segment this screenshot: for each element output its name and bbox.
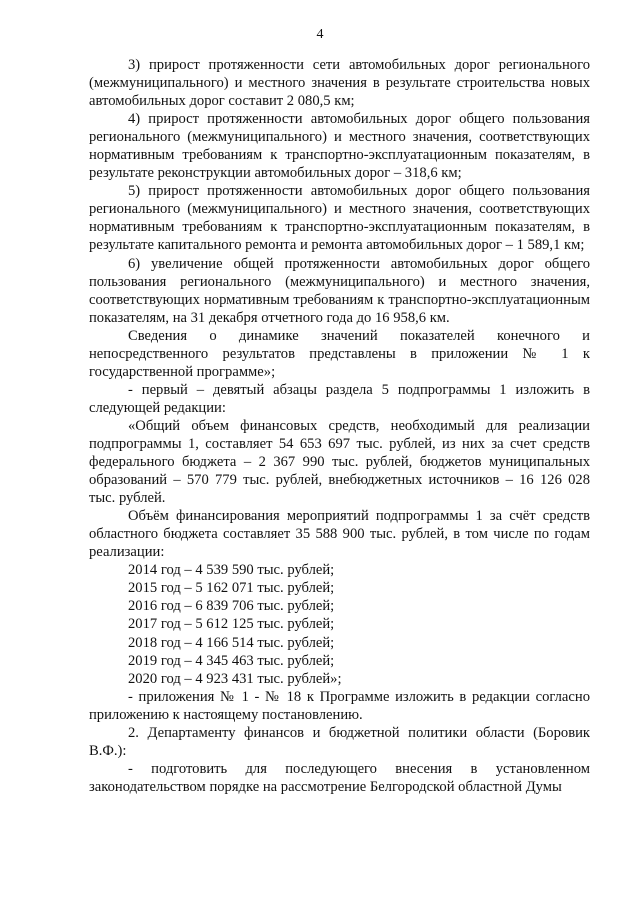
paragraph-section5-amendment: - первый – девятый абзацы раздела 5 подпрограммы 1 изложить в следующей редакции: (89, 381, 590, 416)
paragraph-finance-department: 2. Департаменту финансов и бюджетной политики области (Боровик В.Ф.): (89, 724, 590, 759)
document-body (89, 56, 590, 796)
funding-year-2018: 2018 год – 4 166 514 тыс. рублей; (128, 634, 335, 651)
funding-year-2020: 2020 год – 4 923 431 тыс. рублей»; (128, 670, 342, 687)
paragraph-total-funding: «Общий объем финансовых средств, необходимый для реализации подпрограммы 1, составляет 54 653 697 тыс. рублей, из них за счет средств федерального бюджета – 2 367 990 тыс. рублей, бюджетов муниципальных образований – 570 779 тыс. рублей, внебюджетных источников – 16 126 028 тыс. рублей. (89, 417, 590, 507)
paragraph-prepare-submission: - подготовить для последующего внесения в установленном законодательством порядке на рассмотрение Белгородской областной Думы (89, 760, 590, 795)
funding-year-2015: 2015 год – 5 162 071 тыс. рублей; (128, 580, 335, 597)
paragraph-appendices: - приложения № 1 - № 18 к Программе изложить в редакции согласно приложению к настоящему постановлению. (89, 688, 590, 723)
paragraph-item-4: 4) прирост протяженности автомобильных дорог общего пользования регионального (межмуниципального) и местного значения, соответствующих нормативным требованиям к транспортно-эксплуатационным показателям, в результате реконструкции автомобильных дорог – 318,6 км; (89, 111, 590, 182)
paragraph-regional-funding: Объём финансирования мероприятий подпрограммы 1 за счёт средств областного бюджета составляет 35 588 900 тыс. рублей, в том числе по годам реализации: (89, 508, 590, 561)
funding-year-2016: 2016 год – 6 839 706 тыс. рублей; (128, 598, 335, 615)
page-number: 4 (316, 27, 324, 42)
funding-year-2014: 2014 год – 4 539 590 тыс. рублей; (128, 562, 335, 579)
paragraph-item-6: 6) увеличение общей протяженности автомобильных дорог общего пользования регионального (межмуниципального) и местного значения, соответствующих нормативным требованиям к транспортно-эксплуатационным показателям, на 31 декабря отчетного года до 16 958,6 км. (89, 255, 590, 326)
funding-year-2017: 2017 год – 5 612 125 тыс. рублей; (128, 616, 335, 633)
paragraph-item-5: 5) прирост протяженности автомобильных дорог общего пользования регионального (межмуниципального) и местного значения, соответствующих нормативным требованиям к транспортно-эксплуатационным показателям, в результате капитального ремонта и ремонта автомобильных дорог – 1 589,1 км; (89, 183, 590, 254)
paragraph-item-3: 3) прирост протяженности сети автомобильных дорог регионального (межмуниципального) и местного значения в результате строительства новых автомобильных дорог составит 2 080,5 км; (89, 57, 590, 110)
funding-year-2019: 2019 год – 4 345 463 тыс. рублей; (128, 652, 335, 669)
paragraph-indicators-info: Сведения о динамике значений показателей конечного и непосредственного результатов представлены в приложении № 1 к государственной программе»; (89, 327, 590, 380)
